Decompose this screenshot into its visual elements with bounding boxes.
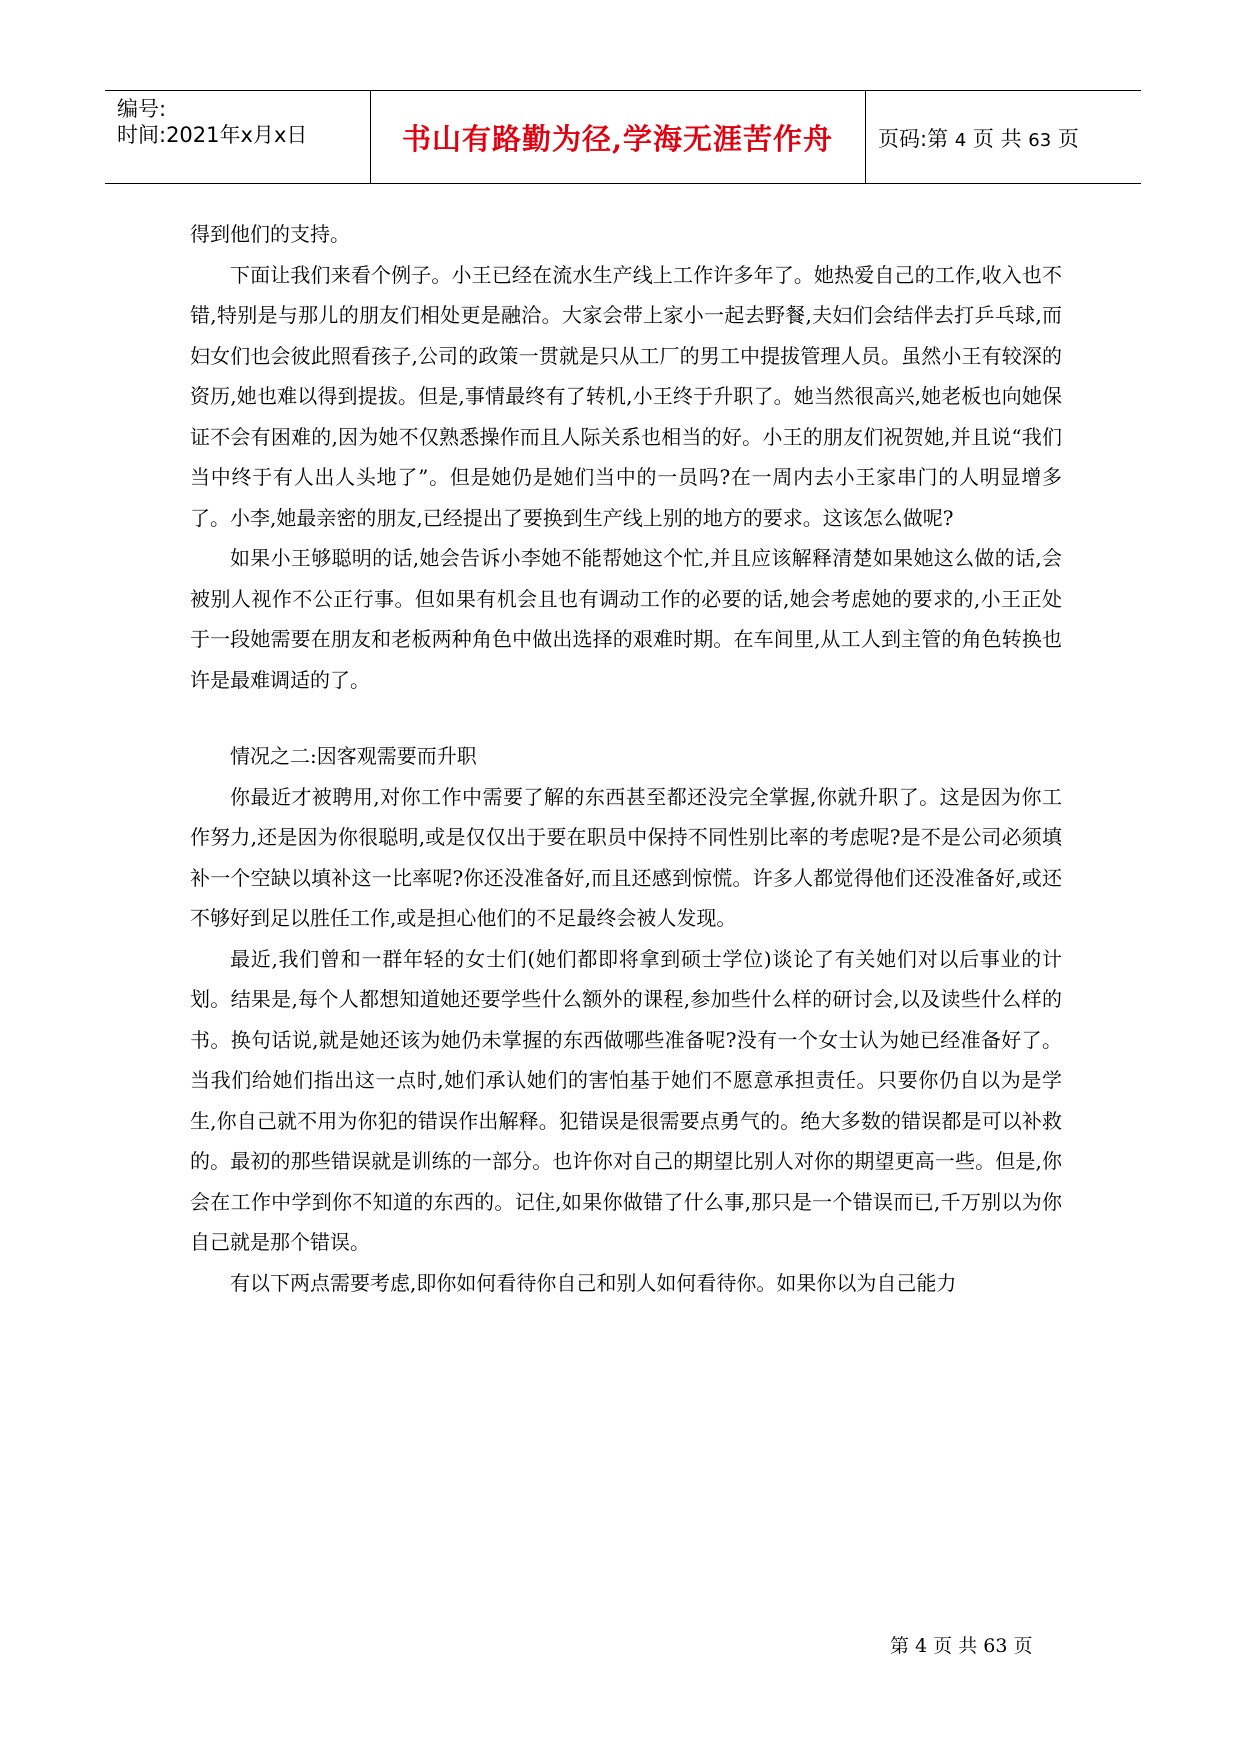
header-page-cell [866, 91, 1141, 183]
page-code [878, 123, 1079, 153]
page-code-total: 63 [1028, 130, 1052, 151]
section-heading: 情况之二:因客观需要而升职 [230, 744, 477, 768]
serial-label: 编号: [117, 97, 167, 121]
paragraph: 下面让我们来看个例子。小王已经在流水生产线上工作许多年了。她热爱自己的工作,收入也不错,特别是与那儿的朋友们相处更是融洽。大家会带上家小一起去野餐,夫妇们会结伴去打乒乓球,而妇女们也会彼此照看孩子,公司的政策一贯就是只从工厂的男工中提拔管理人员。虽然小王有较深的资历,她也难以得到提拔。但是,事情最终有了转机,小王终于升职了。她当然很高兴,她老板也向她保证不会有困难的,因为她不仅熟悉操作而且人际关系也相当的好。小王的朋友们祝贺她,并且说“我们当中终于有人出人头地了”。但是她仍是她们当中的一员吗?在一周内去小王家串门的人明显增多了。小李,她最亲密的朋友,已经提出了要换到生产线上别的地方的要求。这该怎么做呢? [190, 262, 1062, 530]
page-code-mid: 页 共 [972, 127, 1022, 151]
paragraph: 如果小王够聪明的话,她会告诉小李她不能帮她这个忙,并且应该解释清楚如果她这么做的话,会被别人视作不公正行事。但如果有机会且也有调动工作的必要的话,她会考虑她的要求的,小王正处于一段她需要在朋友和老板两种角色中做出选择的艰难时期。在车间里,从工人到主管的角色转换也许是最难调适的了。 [190, 546, 1062, 692]
page-header [105, 90, 1141, 184]
header-info-cell [105, 91, 371, 183]
time-label: 时间:2021年x月x日 [117, 123, 308, 147]
header-motto-cell [370, 91, 866, 183]
page-footer: 第 4 页 共 63 页 [890, 1635, 1033, 1657]
page-code-suffix: 页 [1057, 127, 1079, 151]
paragraph: 最近,我们曾和一群年轻的女士们(她们都即将拿到硕士学位)谈论了有关她们对以后事业的计划。结果是,每个人都想知道她还要学些什么额外的课程,参加些什么样的研讨会,以及读些什么样的书。换句话说,就是她还该为她仍未掌握的东西做哪些准备呢?没有一个女士认为她已经准备好了。当我们给她们指出这一点时,她们承认她们的害怕基于她们不愿意承担责任。只要你仍自以为是学生,你自己就不用为你犯的错误作出解释。犯错误是很需要点勇气的。绝大多数的错误都是可以补救的。最初的那些错误就是训练的一部分。也许你对自己的期望比别人对你的期望更高一些。但是,你会在工作中学到你不知道的东西的。记住,如果你做错了什么事,那只是一个错误而已,千万别以为你自己就是那个错误。 [190, 946, 1062, 1254]
paragraph: 得到他们的支持。 [190, 222, 350, 246]
page-code-prefix: 页码:第 [878, 127, 949, 151]
page-code-current: 4 [954, 130, 967, 151]
paragraph: 你最近才被聘用,对你工作中需要了解的东西甚至都还没完全掌握,你就升职了。这是因为你工作努力,还是因为你很聪明,或是仅仅出于要在职员中保持不同性别比率的考虑呢?是不是公司必须填补一个空缺以填补这一比率呢?你还没准备好,而且还感到惊慌。许多人都觉得他们还没准备好,或还不够好到足以胜任工作,或是担心他们的不足最终会被人发现。 [190, 784, 1062, 930]
paragraph: 有以下两点需要考虑,即你如何看待你自己和别人如何看待你。如果你以为自己能力 [230, 1270, 957, 1295]
document-body [190, 214, 1062, 1303]
motto-text: 书山有路勤为径,学海无涯苦作舟 [401, 122, 834, 156]
